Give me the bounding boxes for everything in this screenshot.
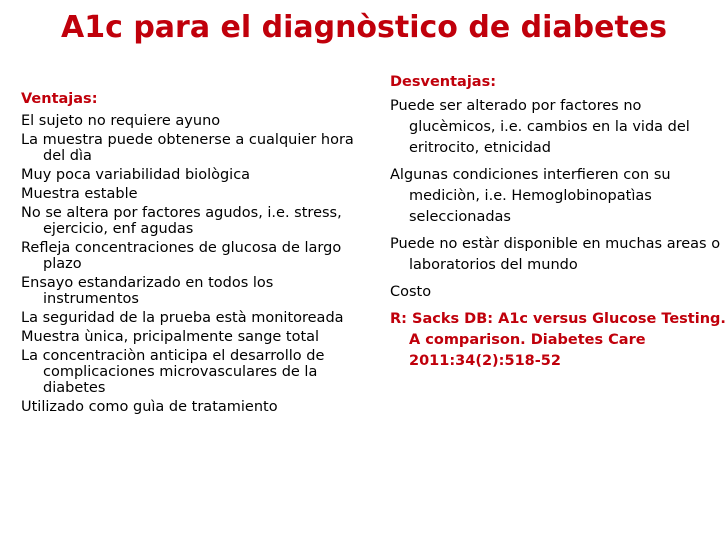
ventajas-column [21, 90, 371, 418]
ventajas-item: La seguridad de la prueba està monitoreada [21, 310, 344, 326]
reference-citation: R: Sacks DB: A1c versus Glucose Testing. A comparison. Diabetes Care 2011:34(2):518-52 [390, 311, 726, 369]
desventajas-item: Costo [390, 284, 432, 300]
ventajas-item: Refleja concentraciones de glucosa de largo plazo [21, 240, 342, 272]
desventajas-item: Algunas condiciones interfieren con su mediciòn, i.e. Hemoglobinopatìas seleccionadas [390, 167, 671, 225]
desventajas-item: Puede ser alterado por factores no glucèmicos, i.e. cambios en la vida del eritrocito, etnicidad [390, 98, 690, 156]
ventajas-item: El sujeto no requiere ayuno [21, 113, 221, 129]
ventajas-item: La muestra puede obtenerse a cualquier hora del dìa [21, 132, 354, 164]
ventajas-item: Ensayo estandarizado en todos los instrumentos [21, 275, 274, 307]
desventajas-item: Puede no estàr disponible en muchas areas o laboratorios del mundo [390, 236, 721, 273]
ventajas-item: No se altera por factores agudos, i.e. stress, ejercicio, enf agudas [21, 205, 342, 237]
ventajas-item: Muestra ùnica, pricipalmente sange total [21, 329, 320, 345]
ventajas-item: Utilizado como guìa de tratamiento [21, 399, 278, 415]
ventajas-heading: Ventajas: [21, 91, 98, 107]
ventajas-item: Muestra estable [21, 186, 138, 202]
ventajas-item: La concentraciòn anticipa el desarrollo de complicaciones microvasculares de la diabetes [21, 348, 325, 396]
desventajas-column [390, 73, 728, 378]
ventajas-item: Muy poca variabilidad biològica [21, 167, 251, 183]
slide-title: A1c para el diagnòstico de diabetes [61, 10, 667, 45]
desventajas-heading: Desventajas: [390, 74, 497, 90]
